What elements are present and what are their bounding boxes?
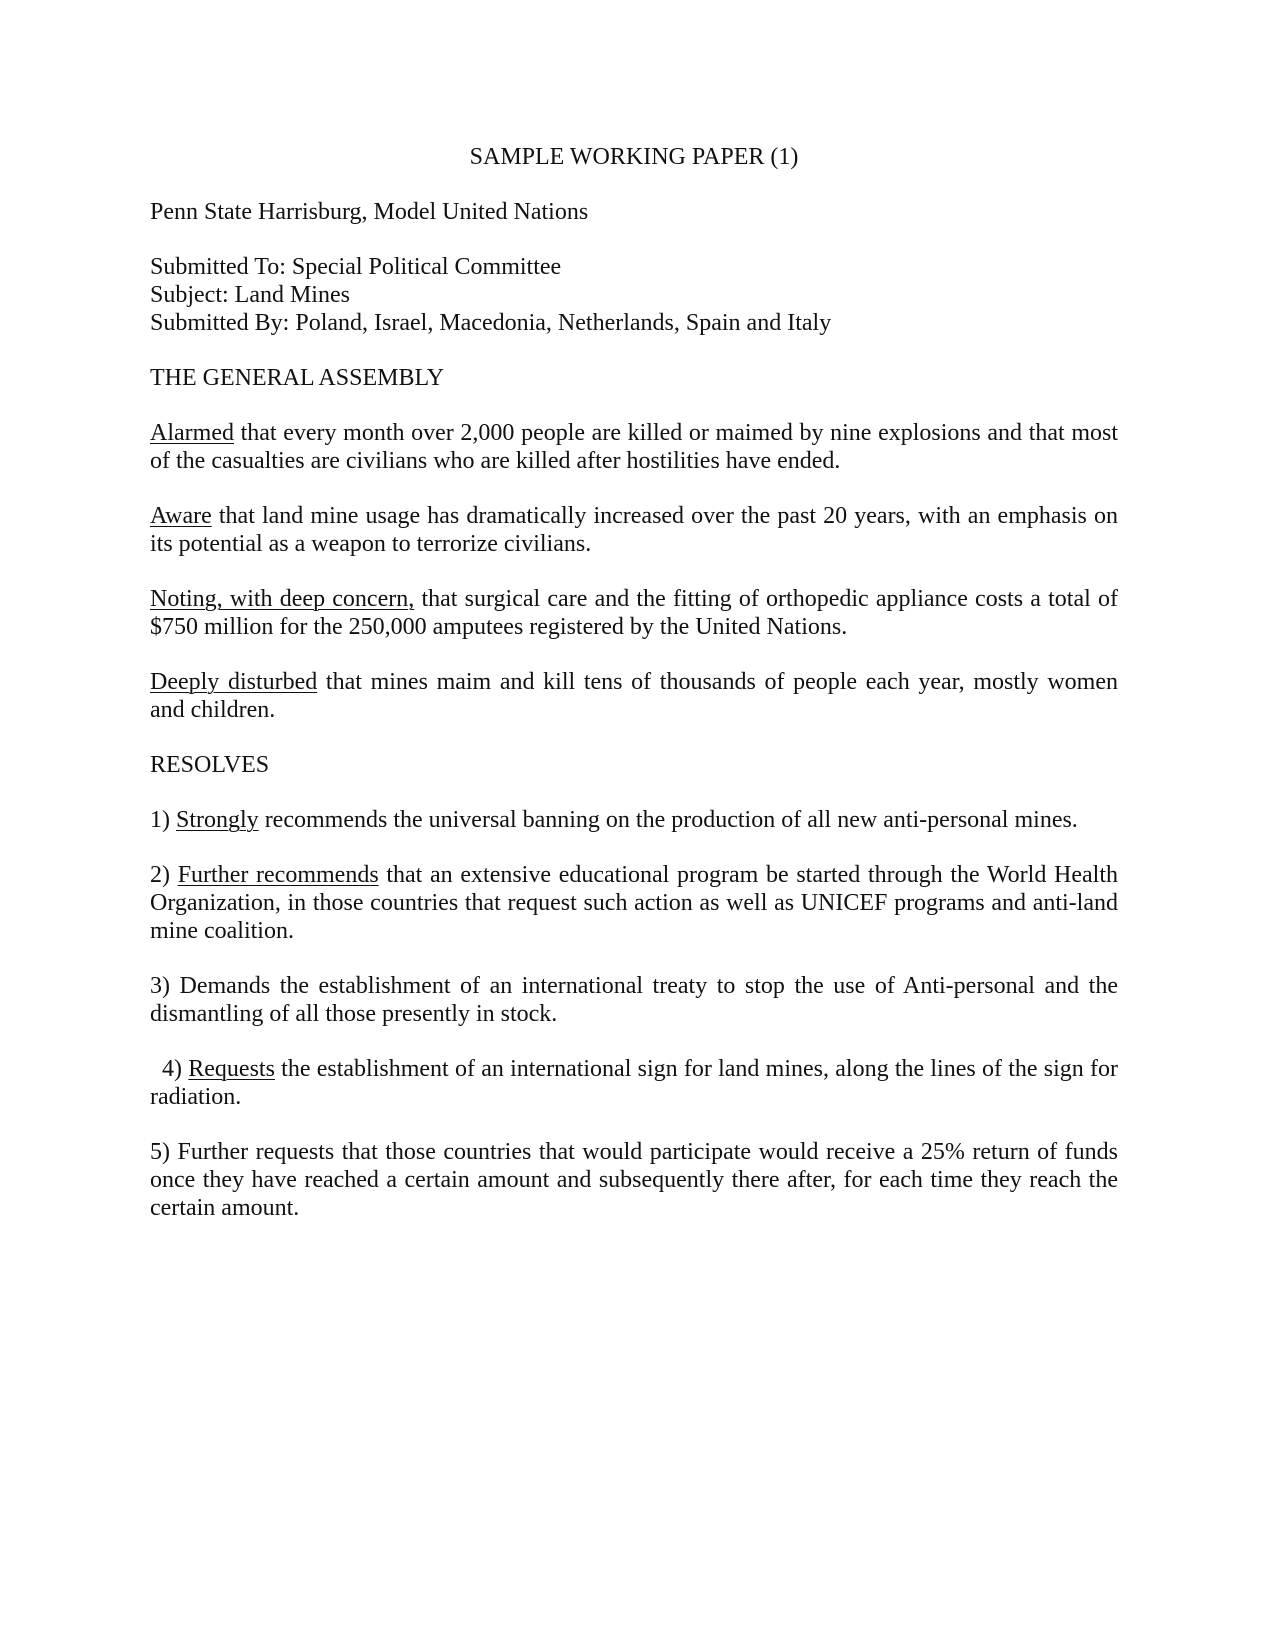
clause-text: Demands the establishment of an international treaty to stop the use of Anti-personal and the dismantling of all those presently in stock. [150, 973, 1118, 1027]
preambulatory-clause [150, 502, 1118, 558]
submission-info [150, 253, 1118, 337]
operative-clause [150, 861, 1118, 945]
clause-text: that an extensive educational program be started through the World Health Organization, in those countries that request such action as well as UNICEF programs and anti-land mine coalition. [150, 862, 1118, 944]
clause-keyword: Aware [150, 503, 212, 529]
clause-number: 4) [162, 1056, 189, 1082]
clause-text: Further requests that those countries that would participate would receive a 25% return of funds once they have reached a certain amount and subsequently there after, for each time they reach the certain amount. [150, 1139, 1118, 1221]
clause-text: the establishment of an international sign for land mines, along the lines of the sign for radiation. [150, 1056, 1118, 1110]
clause-number: 3) [150, 973, 180, 999]
document-page [150, 143, 1118, 1249]
preambulatory-clause [150, 668, 1118, 724]
institution-line: Penn State Harrisburg, Model United Nations [150, 199, 589, 225]
clause-keyword: Noting, with deep concern, [150, 586, 415, 612]
clause-text: that land mine usage has dramatically increased over the past 20 years, with an emphasis on its potential as a weapon to terrorize civilians. [150, 503, 1118, 557]
clause-text: that surgical care and the fitting of orthopedic appliance costs a total of $750 million for the 250,000 amputees registered by the United Nations. [150, 586, 1118, 640]
clause-number: 1) [150, 807, 176, 833]
clause-text: that mines maim and kill tens of thousands of people each year, mostly women and children. [150, 669, 1118, 723]
operative-clause [150, 1138, 1118, 1222]
clause-keyword: Strongly [176, 807, 259, 833]
clause-number: 2) [150, 862, 178, 888]
clause-keyword: Requests [188, 1056, 275, 1082]
resolves-heading: RESOLVES [150, 752, 270, 778]
assembly-heading: THE GENERAL ASSEMBLY [150, 365, 445, 391]
clause-number: 5) [150, 1139, 178, 1165]
operative-clause [150, 806, 1118, 834]
submitted-by: Submitted By: Poland, Israel, Macedonia, Netherlands, Spain and Italy [150, 310, 832, 336]
clause-keyword: Further recommends [177, 862, 379, 888]
operative-clause [150, 1055, 1118, 1111]
submitted-to: Submitted To: Special Political Committee [150, 254, 562, 280]
clause-text: that every month over 2,000 people are killed or maimed by nine explosions and that most of the casualties are civilians who are killed after hostilities have ended. [150, 420, 1118, 474]
clause-keyword: Deeply disturbed [150, 669, 318, 695]
subject: Subject: Land Mines [150, 282, 350, 308]
clause-keyword: Alarmed [150, 420, 234, 446]
operative-clause [150, 972, 1118, 1028]
document-title: SAMPLE WORKING PAPER (1) [469, 144, 799, 170]
preambulatory-clause [150, 419, 1118, 475]
clause-text: recommends the universal banning on the production of all new anti-personal mines. [258, 807, 1078, 833]
preambulatory-clause [150, 585, 1118, 641]
